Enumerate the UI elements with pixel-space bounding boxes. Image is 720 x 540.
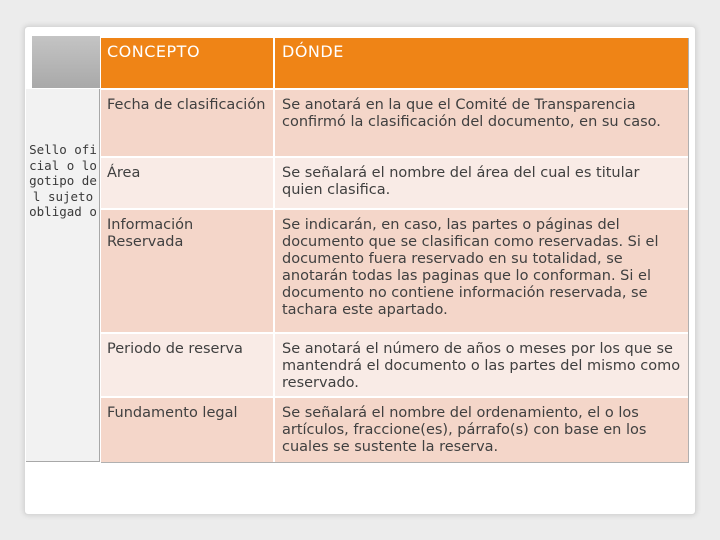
- concepto-cell: Periodo de reserva: [101, 334, 275, 398]
- table-row: [101, 396, 689, 463]
- table-row: [101, 332, 689, 398]
- concepto-cell: Información Reservada: [101, 210, 275, 334]
- header-concepto: CONCEPTO: [101, 38, 275, 88]
- seal-placeholder-text: Sello oficial o logotipo del sujeto obligad o: [29, 142, 97, 219]
- donde-cell: Se anotará el número de años o meses por los que se mantendrá el documento o las partes del mismo como reservado.: [282, 341, 681, 391]
- concepto-cell: Fecha de clasificación: [101, 90, 275, 158]
- donde-cell: Se señalará el nombre del ordenamiento, el o los artículos, fraccione(es), párrafo(s) con base en los cuales se sustente la reserva.: [282, 405, 647, 455]
- table-header: [101, 38, 689, 88]
- seal-header-cell: [32, 36, 100, 88]
- concepto-cell: Fundamento legal: [101, 398, 275, 463]
- header-donde: DÓNDE: [282, 42, 344, 61]
- donde-cell: Se indicarán, en caso, las partes o páginas del documento que se clasifican como reservadas. Si el documento fuera reservado en su totalidad, se anotarán todas las paginas que lo conforman. Si el documento no contiene información reservada, se tachara este apartado.: [282, 217, 659, 318]
- concepto-cell: Área: [101, 158, 275, 210]
- table-row: [101, 156, 689, 210]
- donde-cell: Se señalará el nombre del área del cual es titular quien clasifica.: [282, 165, 640, 198]
- table-row: [101, 208, 689, 334]
- donde-cell: Se anotará en la que el Comité de Transparencia confirmó la clasificación del documento, en su caso.: [282, 97, 661, 130]
- table-row: [101, 88, 689, 158]
